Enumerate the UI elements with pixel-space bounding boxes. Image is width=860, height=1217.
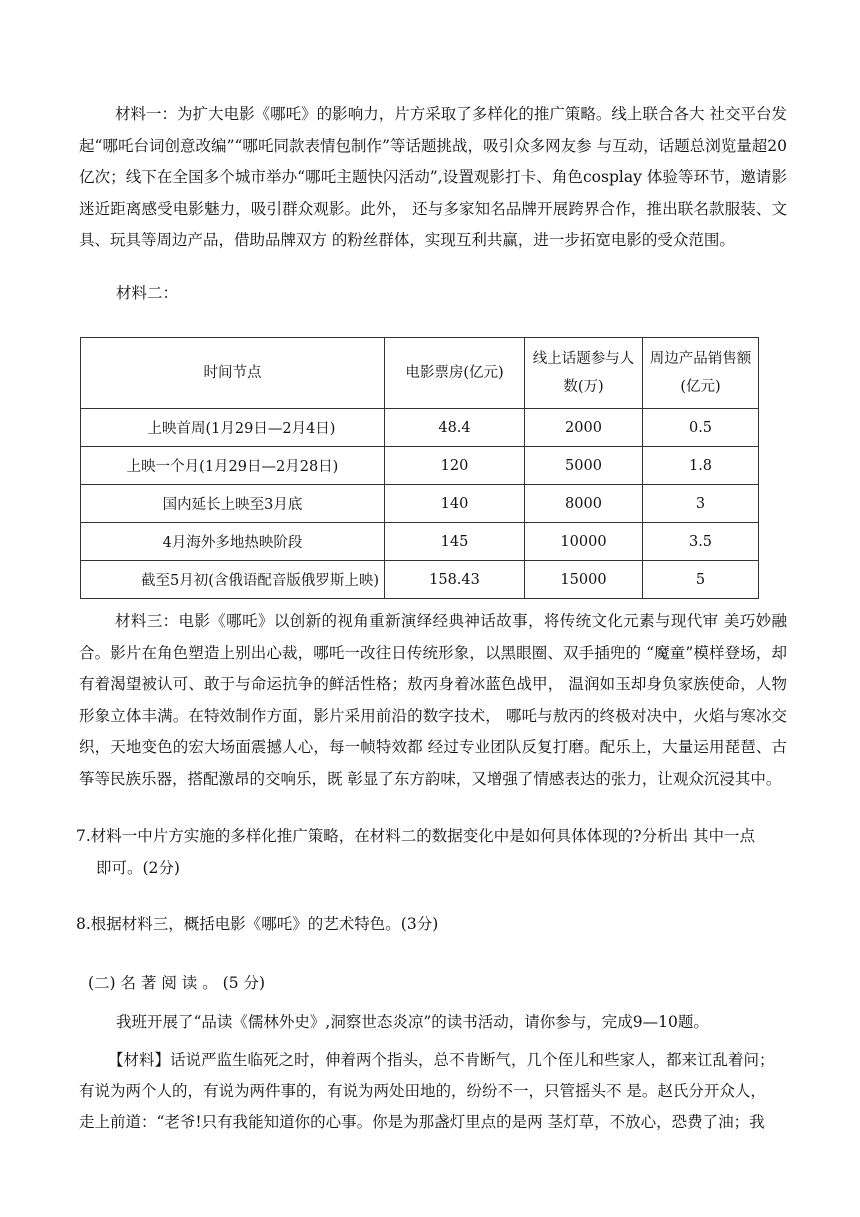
material-2-label: 材料二： <box>116 284 179 302</box>
topic-cell: 10000 <box>525 523 643 561</box>
topic-cell: 15000 <box>525 561 643 599</box>
reading-activity-intro: 我班开展了“品读《儒林外史》,洞察世态炎凉”的读书活动，请你参与，完成9—10题。 <box>116 1013 709 1031</box>
merch-cell: 3 <box>643 485 759 523</box>
material-text-line-2: 有说为两个人的，有说为两件事的，有说为两处田地的，纷纷不一，只管摇头不 是。赵氏分开众人， <box>79 1082 766 1100</box>
table-row <box>81 485 759 523</box>
table-row <box>81 523 759 561</box>
material-1: 材料一：为扩大电影《哪吒》的影响力，片方采取了多样化的推广策略。线上联合各大 社交平台发起“哪吒台词创意改编”“哪吒同款表情包制作”等话题挑战，吸引众多网友参 与互动，话题总浏览量超20亿次；线下在全国多个城市举办“哪吒主题快闪活动”,设置观影打卡、角色cosplay 体验等环节，邀请影迷近距离感受电影魅力，吸引群众观影。此外， 还与多家知名品牌开展跨界合作，推出联名款服装、文具、玩具等周边产品，借助品牌双方 的粉丝群体，实现互利共赢，进一步拓宽电影的受众范围。 <box>79 105 787 249</box>
time-node-cell: 上映一个月(1月29日—2月28日) <box>81 447 385 485</box>
material-text-line-1: 【材料】话说严监生临死之时，伸着两个指头，总不肯断气，几个侄儿和些家人，都来讧乱着问； <box>108 1051 775 1069</box>
table-row <box>81 409 759 447</box>
table-row <box>81 447 759 485</box>
merch-cell: 3.5 <box>643 523 759 561</box>
box-office-cell: 140 <box>385 485 525 523</box>
box-office-cell: 158.43 <box>385 561 525 599</box>
material-3: 材料三：电影《哪吒》以创新的视角重新演绎经典神话故事，将传统文化元素与现代审 美巧妙融合。影片在角色塑造上别出心裁，哪吒一改往日传统形象，以黑眼圈、双手插兜的 “魔童”模样登场，却有着渴望被认可、敢于与命运抗争的鲜活性格；敖丙身着冰蓝色战甲， 温润如玉却身负家族使命，人物形象立体丰满。在特效制作方面，影片采用前沿的数字技术， 哪吒与敖丙的终极对决中，火焰与寒冰交织，天地变色的宏大场面震撼人心，每一帧特效都 经过专业团队反复打磨。配乐上，大量运用琵琶、古筝等民族乐器，搭配激昂的交响乐，既 彰显了东方韵味，又增强了情感表达的张力，让观众沉浸其中。 <box>79 612 787 788</box>
box-office-cell: 48.4 <box>385 409 525 447</box>
question-7-line-1: 7.材料一中片方实施的多样化推广策略，在材料二的数据变化中是如何具体体现的?分析出 其中一点 <box>76 827 756 845</box>
time-node-cell: 截至5月初(含俄语配音版俄罗斯上映) <box>81 561 385 599</box>
time-node-cell: 国内延长上映至3月底 <box>81 485 385 523</box>
header-topic-participants: 线上话题参与人数(万) <box>525 338 643 409</box>
time-node-cell: 4月海外多地热映阶段 <box>81 523 385 561</box>
time-node-cell: 上映首周(1月29日—2月4日) <box>81 409 385 447</box>
box-office-cell: 145 <box>385 523 525 561</box>
header-time-node: 时间节点 <box>81 338 385 409</box>
topic-cell: 5000 <box>525 447 643 485</box>
table-header-row <box>81 338 759 409</box>
topic-cell: 2000 <box>525 409 643 447</box>
section-2-heading: (二) 名 著 阅 读 。 (5 分) <box>88 974 266 992</box>
material-text-line-3: 走上前道：“老爷!只有我能知道你的心事。你是为那盏灯里点的是两 茎灯草，不放心，恐费了油；我 <box>79 1113 765 1131</box>
data-table <box>80 337 759 599</box>
merch-cell: 1.8 <box>643 447 759 485</box>
topic-cell: 8000 <box>525 485 643 523</box>
table-row <box>81 561 759 599</box>
merch-cell: 0.5 <box>643 409 759 447</box>
header-merch-sales: 周边产品销售额(亿元) <box>643 338 759 409</box>
header-box-office: 电影票房(亿元) <box>385 338 525 409</box>
question-8: 8.根据材料三，概括电影《哪吒》的艺术特色。(3分) <box>76 915 439 933</box>
merch-cell: 5 <box>643 561 759 599</box>
question-7-line-2: 即可。(2分) <box>96 859 180 877</box>
box-office-cell: 120 <box>385 447 525 485</box>
